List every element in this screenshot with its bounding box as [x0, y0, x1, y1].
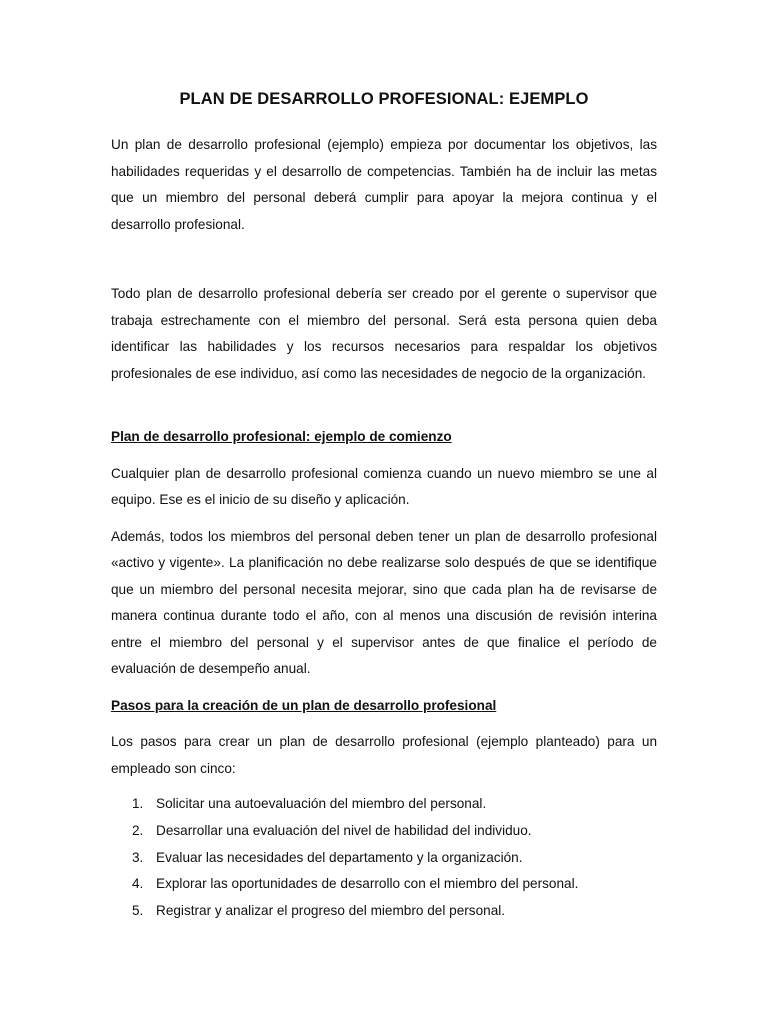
intro-paragraph: Un plan de desarrollo profesional (ejemplo) empieza por documentar los objetivos, las habilidades requeridas y el desarrollo de competencias. También ha de incluir las metas que un miembro del personal deberá cumplir para apoyar la mejora continua y el desarrollo profesional.	[111, 137, 657, 232]
list-item-text: Desarrollar una evaluación del nivel de habilidad del individuo.	[156, 822, 532, 838]
document-title: PLAN DE DESARROLLO PROFESIONAL: EJEMPLO	[179, 90, 589, 108]
document-body	[111, 86, 657, 925]
list-item-number: 3.	[132, 849, 144, 865]
list-item	[111, 871, 657, 898]
section-heading-pasos: Pasos para la creación de un plan de desarrollo profesional	[111, 697, 497, 713]
list-item-number: 1.	[132, 796, 144, 811]
list-item-text: Solicitar una autoevaluación del miembro del personal.	[156, 796, 487, 811]
steps-list	[111, 791, 657, 925]
list-item	[111, 791, 657, 818]
vigente-paragraph: Además, todos los miembros del personal deben tener un plan de desarrollo profesional «activo y vigente». La planificación no debe realizarse solo después de que se identifique que un miembro del personal necesita mejorar, sino que cada plan ha de revisarse de manera continua durante todo el año, con al menos una discusión de revisión interina entre el miembro del personal y el supervisor antes de que finalice el período de evaluación de desempeño anual.	[111, 528, 657, 676]
list-item-number: 5.	[132, 903, 144, 919]
list-item	[111, 818, 657, 845]
list-item-text: Registrar y analizar el progreso del miembro del personal.	[156, 903, 506, 919]
list-item-number: 4.	[132, 876, 144, 892]
section-heading-comienzo: Plan de desarrollo profesional: ejemplo de comienzo	[111, 429, 452, 444]
list-item-number: 2.	[132, 822, 144, 838]
comienzo-paragraph: Cualquier plan de desarrollo profesional comienza cuando un nuevo miembro se une al equipo. Ese es el inicio de su diseño y aplicación.	[111, 465, 657, 507]
pasos-intro-paragraph: Los pasos para crear un plan de desarrollo profesional (ejemplo planteado) para un empleado son cinco:	[111, 734, 657, 776]
list-item	[111, 845, 657, 872]
list-item	[111, 898, 657, 925]
list-item-text: Explorar las oportunidades de desarrollo con el miembro del personal.	[156, 876, 579, 892]
creator-paragraph: Todo plan de desarrollo profesional debería ser creado por el gerente o supervisor que trabaja estrechamente con el miembro del personal. Será esta persona quien deba identificar las habilidades y los recursos necesarios para respaldar los objetivos profesionales de ese individuo, así como las necesidades de negocio de la organización.	[111, 286, 657, 381]
list-item-text: Evaluar las necesidades del departamento y la organización.	[156, 849, 523, 865]
